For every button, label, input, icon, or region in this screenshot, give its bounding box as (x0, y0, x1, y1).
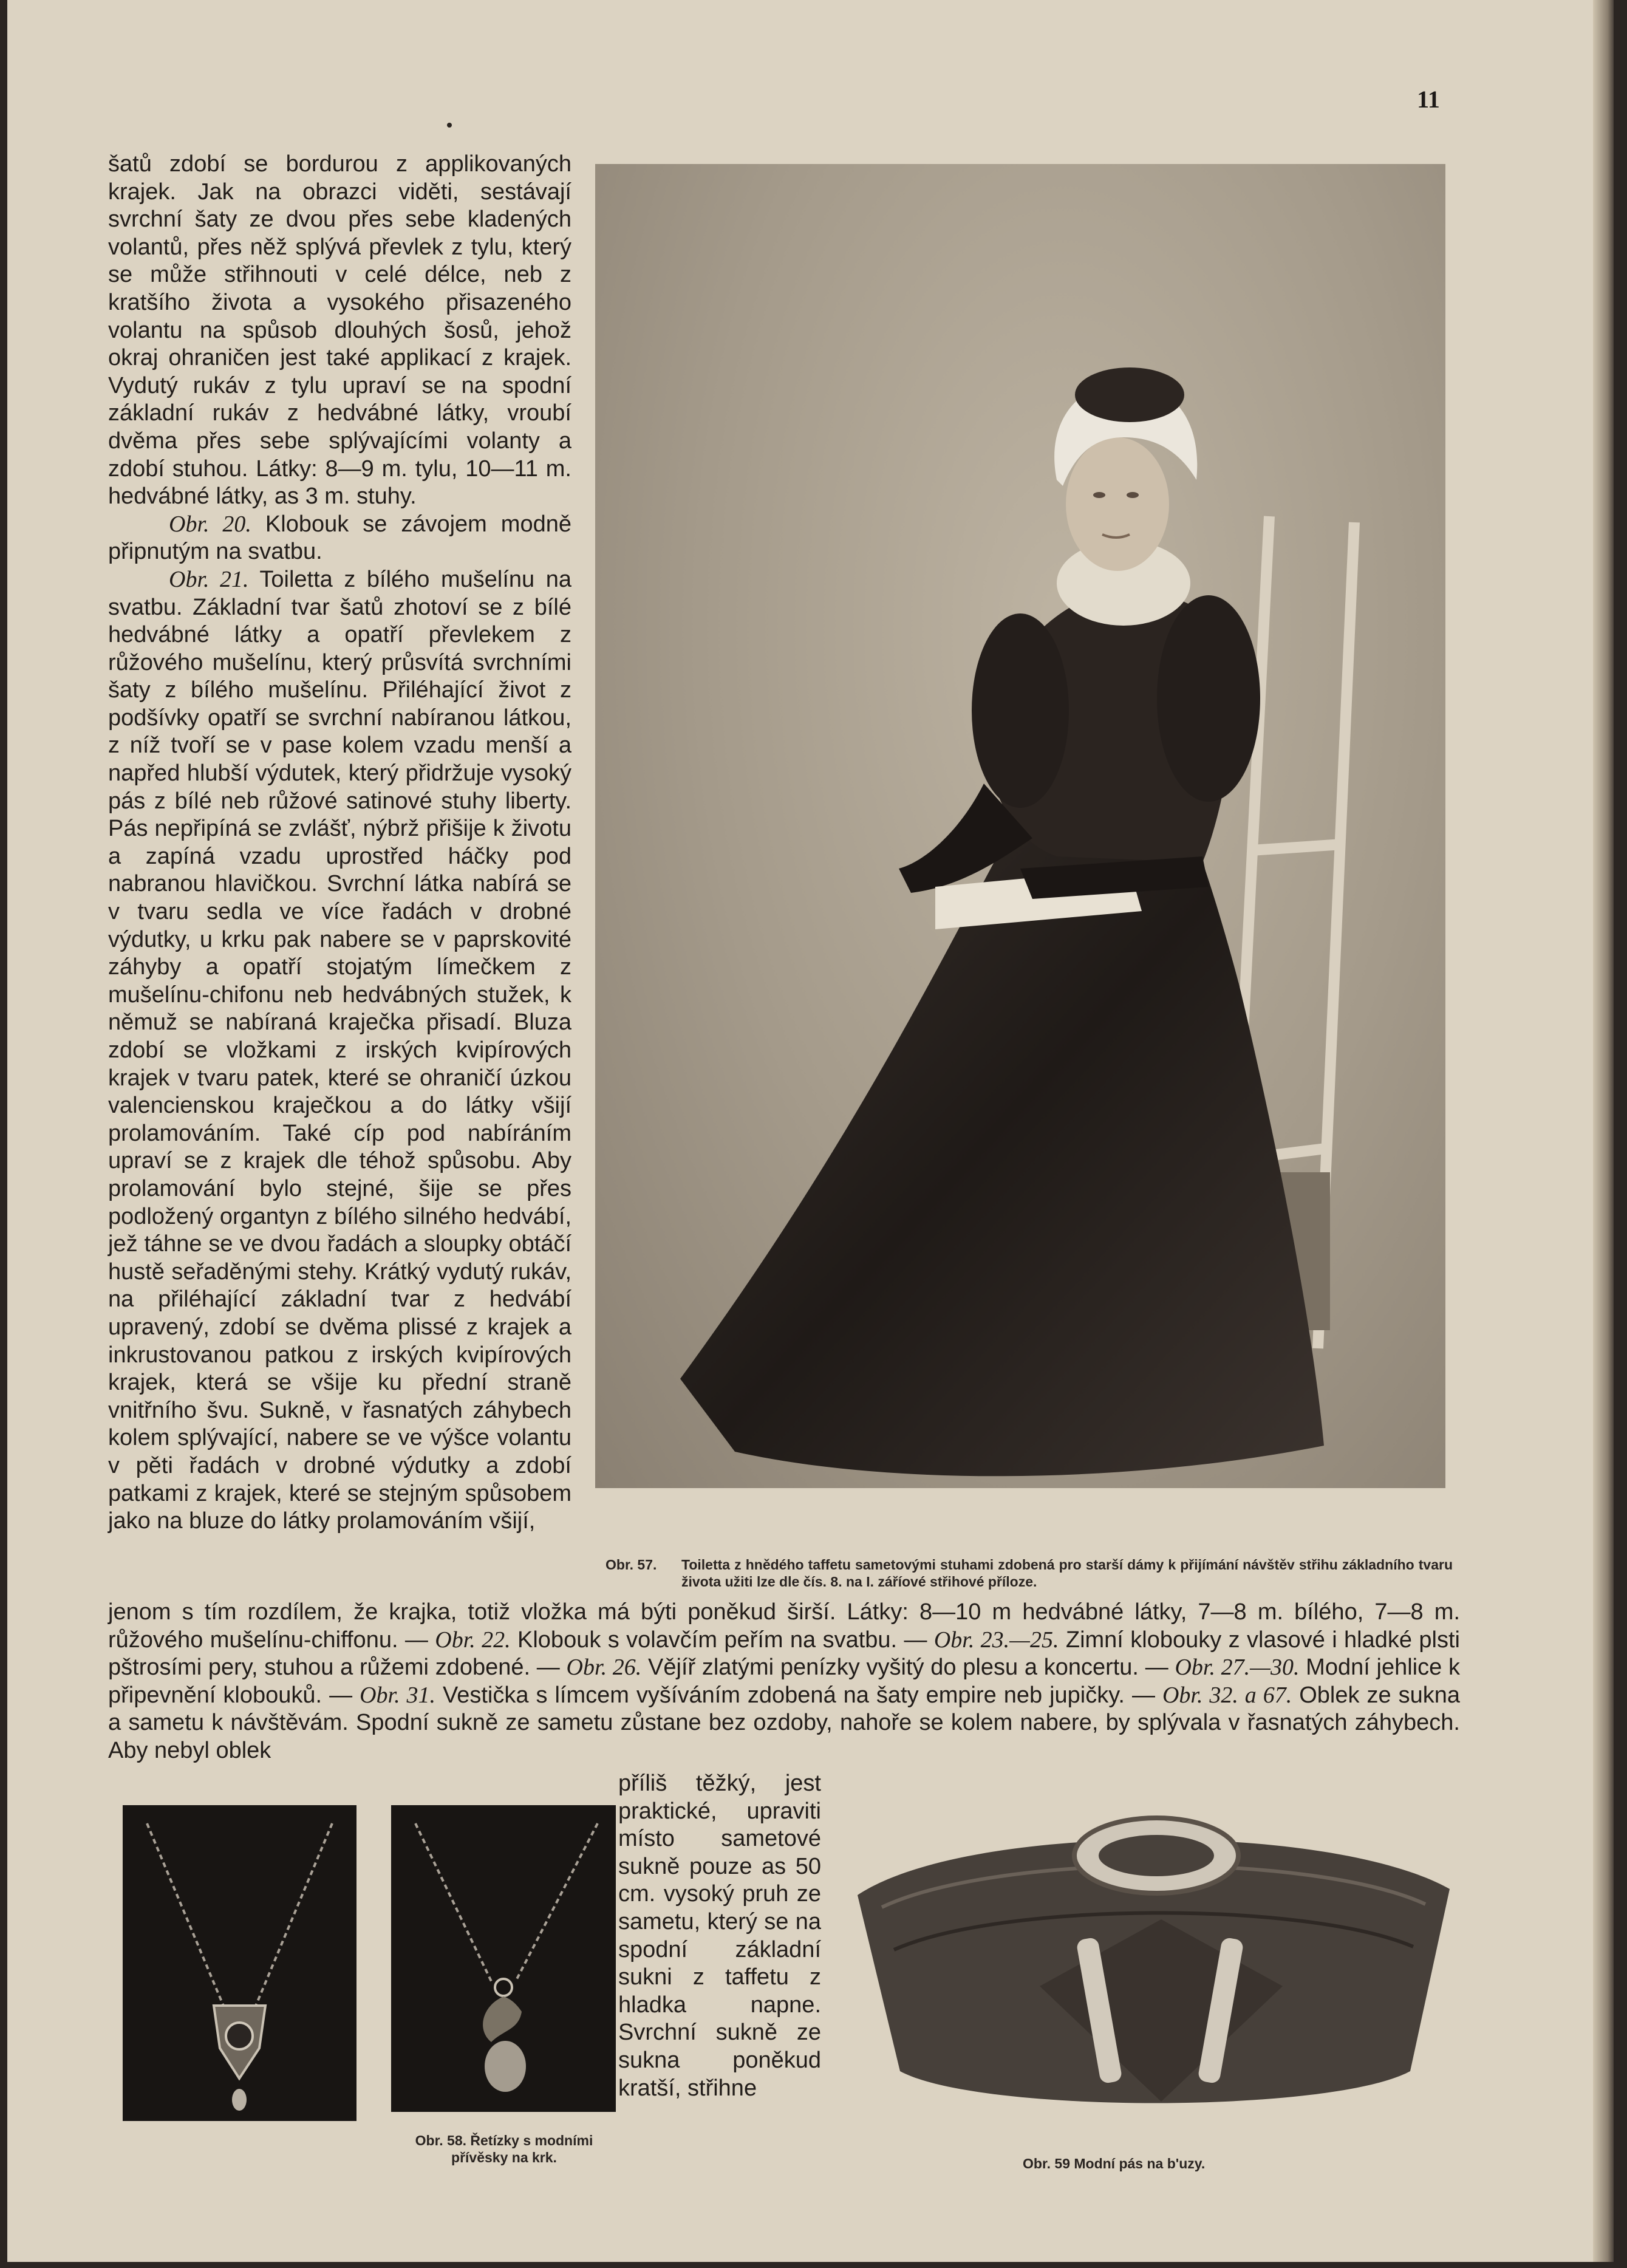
text-paragraph: Obr. 21. Toiletta z bílého mušelínu na svatbu. Základní tvar šatů zhotoví se z bílé hedvábné látky a opatří převlekem z růžového mušelínu, který průsvítá svrchními šaty z bílého mušelínu. Přiléhající život z podšívky opatří se svrchní nabíranou látkou, z níž tvoří se v pase kolem vzadu menší a napřed hlubší výdutek, který přidržuje vysoký pás z bílé neb růžové satinové stuhy liberty. Pás nepřipíná se zvlášť, nýbrž přišije k životu a zapíná vzadu uprostřed háčky pod nabranou hlavičkou. Svrchní látka nabírá se v tvaru sedla ve více řadách v drobné výdutky, u krku pak nabere se v paprskovité záhyby a opatří stojatým límečkem z mušelínu-chifonu neb hedvábných stužek, k němuž se nabíraná kraječka přisadí. Bluza zdobí se vložkami z irských kvipírových krajek v tvaru patek, které se ohraničí úzkou valencienskou kraječkou a do látky všijí prolamováním. Také cíp pod nabíráním upraví se z krajek dle téhož spůsobu. Aby prolamování bylo stejné, šije se přes podložený organtyn z bílého silného hedvábí, jež táhne se ve dvou řadách a sloupky obtáčí hustě seřaděnými stehy. Krátký vydutý rukáv, na přiléhající základní tvar z hedvábí upravený, zdobí se dvěma plissé z krajek a inkrustovanou patkou z irských kvipírových krajek, která se všije ku přední straně vnitřního švu. Sukně, v řasnatých záhybech kolem splývající, nabere se ve výšce volantu v pěti řadách v drobné výdutky a zdobí patkami z krajek, které se stejným spůsobem jako na bluze do látky prolamováním všijí, (108, 566, 571, 1534)
figure-ref: Obr. 21. (169, 566, 249, 592)
pendant-photo-right (391, 1805, 616, 2112)
full-width-paragraph: jenom s tím rozdílem, že krajka, totiž vložka má býti poněkud širší. Látky: 8—10 m hedvábné látky, 7—8 m. bílého, 7—8 m. růžového mušelínu-chiffonu. — Obr. 22. Klobouk s volavčím peřím na svatbu. — Obr. 23.—25. Zimní klobouky z vlasové i hladké plsti pštrosími pery, stuhou a růžemi zdobené. — Obr. 26. Vějíř zlatými penízky vyšitý do plesu a koncertu. — Obr. 27.—30. Modní jehlice k připevnění klobouků. — Obr. 31. Vestička s límcem vyšíváním zdobená na šaty empire neb jupičky. — Obr. 32. a 67. Oblek ze sukna a sametu k návštěvám. Spodní sukně ze sametu zůstane bez ozdoby, nahoře se kolem nabere, by splývala v řasnatých záhybech. Aby nebyl oblek (108, 1599, 1460, 1763)
figure-ref: Obr. 23.—25. (933, 1627, 1059, 1653)
print-dot (447, 123, 452, 128)
pendant-necklace-icon (123, 1805, 356, 2121)
magazine-page (7, 0, 1614, 2262)
left-column-text (108, 151, 571, 1535)
narrow-column-text: příliš těžký, jest praktické, upraviti místo sametové sukně pouze as 50 cm. vysoký pruh ze sametu, který se na spodní základní sukni z taffetu z hladka napne. Svrchní sukně ze sukna poněkud kratší, střihne (618, 1771, 821, 2101)
skirt (680, 771, 1324, 1476)
seated-lady-illustration (595, 164, 1445, 1488)
figure-57-caption: Toiletta z hnědého taffetu sametovými stuhami zdobená pro starší dámy k přijímání návštěv střihu základního tvaru života užiti lze dle čís. 8. na I. záříové střihové příloze. (681, 1557, 1453, 1590)
figure-ref: Obr. 22. (435, 1627, 511, 1653)
figure-57-photo (595, 164, 1445, 1488)
fashion-belt-illustration (845, 1786, 1462, 2141)
figure-58-caption: Obr. 58. Řetízky s modními přívěsky na krk. (415, 2133, 593, 2165)
figure-59-caption: Obr. 59 Modní pás na b'uzy. (1023, 2156, 1206, 2171)
figure-ref: Obr. 31. (360, 1682, 436, 1708)
figure-ref: Obr. 26. (566, 1655, 642, 1681)
page-spine-shadow (1593, 0, 1614, 2262)
figure-ref: Obr. 32. a 67. (1162, 1682, 1292, 1708)
figure-57-caption-label: Obr. 57. (605, 1557, 657, 1573)
pendant-photo-left (123, 1805, 356, 2121)
figure-ref: Obr. 20. (169, 511, 251, 537)
text-paragraph: šatů zdobí se bordurou z applikovaných krajek. Jak na obrazci viděti, sestávají svrchní šaty ze dvou přes sebe kladených volantů, přes něž splývá převlek z tylu, který se může střihnouti v celé délce, neb z kratšího života a vysokého přisazeného volantu na spůsob dlouhých šosů, jehož okraj ohraničen jest také applikací z krajek. Vydutý rukáv z tylu upraví se na spodní základní rukáv z hedvábné látky, vroubí dvěma přes sebe splývajícími volanty a zdobí stuhou. Látky: 8—9 m. tylu, 10—11 m. hedvábné látky, as 3 m. stuhy. (108, 151, 571, 510)
figure-ref: Obr. 27.—30. (1175, 1655, 1300, 1681)
text-paragraph: Obr. 20. Klobouk se závojem modně připnutým na svatbu. (108, 511, 571, 565)
leaf-pendant-icon (391, 1805, 616, 2112)
page-number: 11 (1417, 86, 1440, 113)
